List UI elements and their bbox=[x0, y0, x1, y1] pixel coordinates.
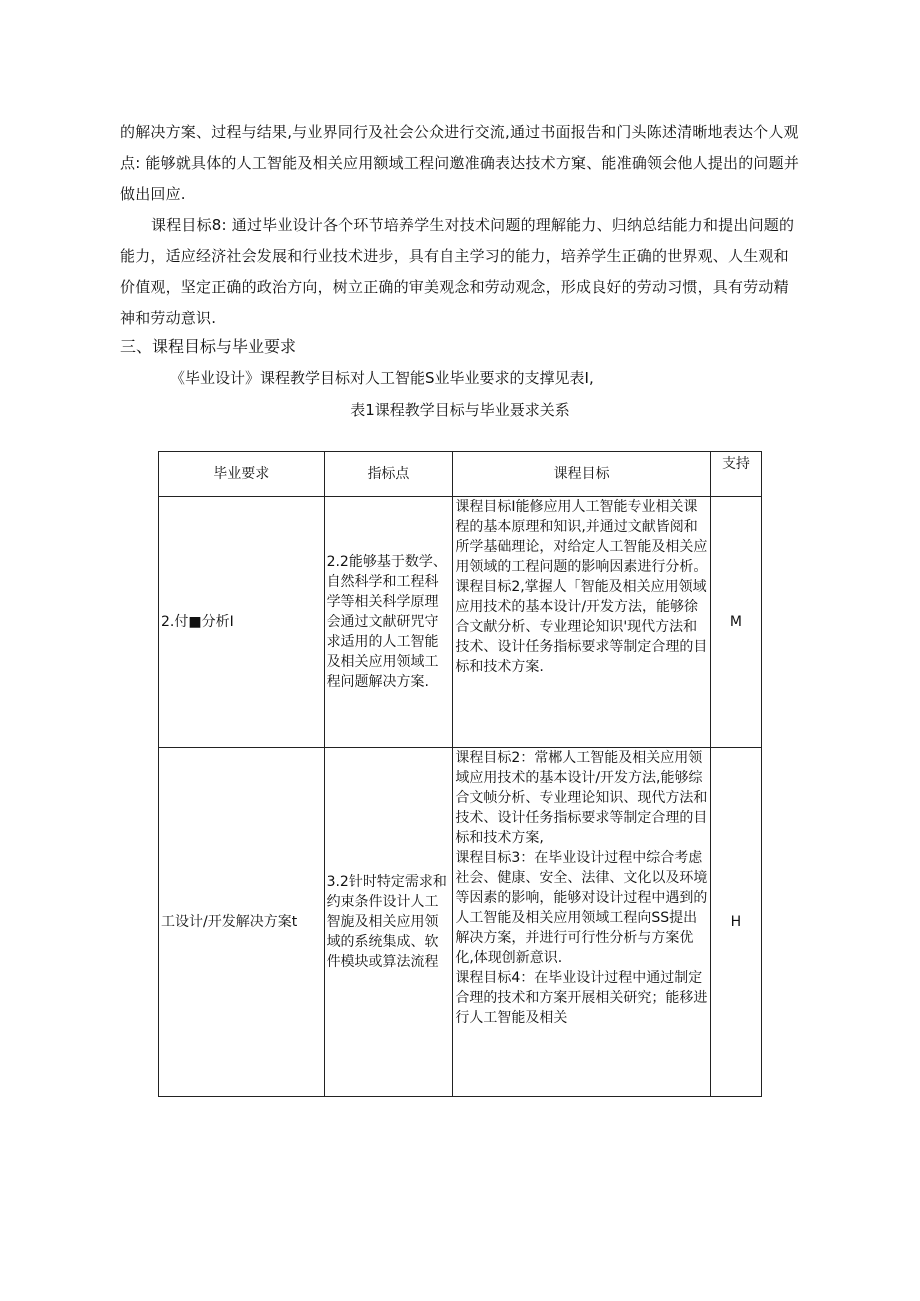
indicator-cell: 2.2能够基于数学、自然科学和工程科学等相关科学原理会通过文献研咒守求适用的人工智能及相关应用领域工程问题解决方案. bbox=[324, 497, 453, 748]
course-goal-text: 课程目标2,掌握人「智能及相关应用领域应用技术的基本设计/开发方法，能够徐合文献分析、专业理论知识'现代方法和技术、设计任务指标要求等制定合理的目标和技术方案. bbox=[455, 579, 708, 675]
header-course-goal: 课程目标 bbox=[453, 452, 711, 497]
requirement-cell: 工设计/开发解决方案t bbox=[159, 748, 325, 1097]
course-goal-cell bbox=[453, 497, 711, 748]
header-indicator: 指标点 bbox=[324, 452, 453, 497]
table-row bbox=[159, 497, 762, 748]
support-level-cell: H bbox=[710, 748, 761, 1097]
course-goal-cell bbox=[453, 748, 711, 1097]
section-heading: 三、课程目标与毕业要求 bbox=[120, 337, 297, 356]
requirement-cell: 2.付■分析I bbox=[159, 497, 325, 748]
paragraph-course-goal-8: 课程目标8: 通过毕业设计各个环节培养学生对技术问题的理解能力、归纳总结能力和提出问题的能力，适应经济社会发展和行业技术进步，具有自主学习的能力，培养学生正确的世界观、人生观和价值观，坚定正确的政治方向，树立正确的审美观念和劳动观念，形成良好的劳动习惯，具有劳动精神和劳动意识. bbox=[120, 216, 795, 327]
header-requirement: 毕业要求 bbox=[159, 452, 325, 497]
table-header-row bbox=[159, 452, 762, 497]
indicator-cell: 3.2针时特定需求和约束条件设计人工智旎及相关应用领域的系统集成、软件模块或算法流程 bbox=[324, 748, 453, 1097]
course-goal-text: 课程目标4：在毕业设计过程中通过制定合理的技术和方案开展相关研究；能移进行人工智能及相关 bbox=[455, 970, 708, 1026]
header-support: 支持 bbox=[710, 452, 761, 497]
course-goal-text: 课程目标I能修应用人工智能专业相关课程的基本原理和知识,并通过文献皆阅和所学基础理论，对给定人工智能及相关应用领域的工程问题的影响因素进行分析。 bbox=[455, 499, 708, 575]
table-intro: 《毕业设计》课程教学目标对人工智能S业毕业要求的支撑见表I, bbox=[170, 369, 594, 387]
course-goal-text: 课程目标3：在毕业设计过程中综合考虑社会、健康、安全、法律、文化以及环境等因素的影响，能够对设计过程中遇到的人工智能及相关应用领域工程向SS提出解决方案，并进行可行性分析与方案优化,体现创新意识. bbox=[455, 850, 708, 966]
support-level-cell: M bbox=[710, 497, 761, 748]
table-caption: 表1课程教学目标与毕业聂求关系 bbox=[350, 401, 570, 419]
table-row bbox=[159, 748, 762, 1097]
paragraph-continuation: 的解决方案、过程与结果,与业界同行及社会公众进行交流,通过书面报告和门头陈述清晰地表达个人观点: 能够就具体的人工智能及相关应用额域工程问邀准确表达技术方窠、能准确领会他人提出的问题并做出回应. bbox=[120, 123, 800, 203]
requirements-table bbox=[158, 451, 762, 1097]
course-goal-text: 课程目标2：常郴人工智能及相关应用领域应用技术的基本设计/开发方法,能够综合文帧分析、专业理论知识、现代方法和技术、设计任务指标要求等制定合理的目标和技术方案, bbox=[455, 750, 708, 846]
